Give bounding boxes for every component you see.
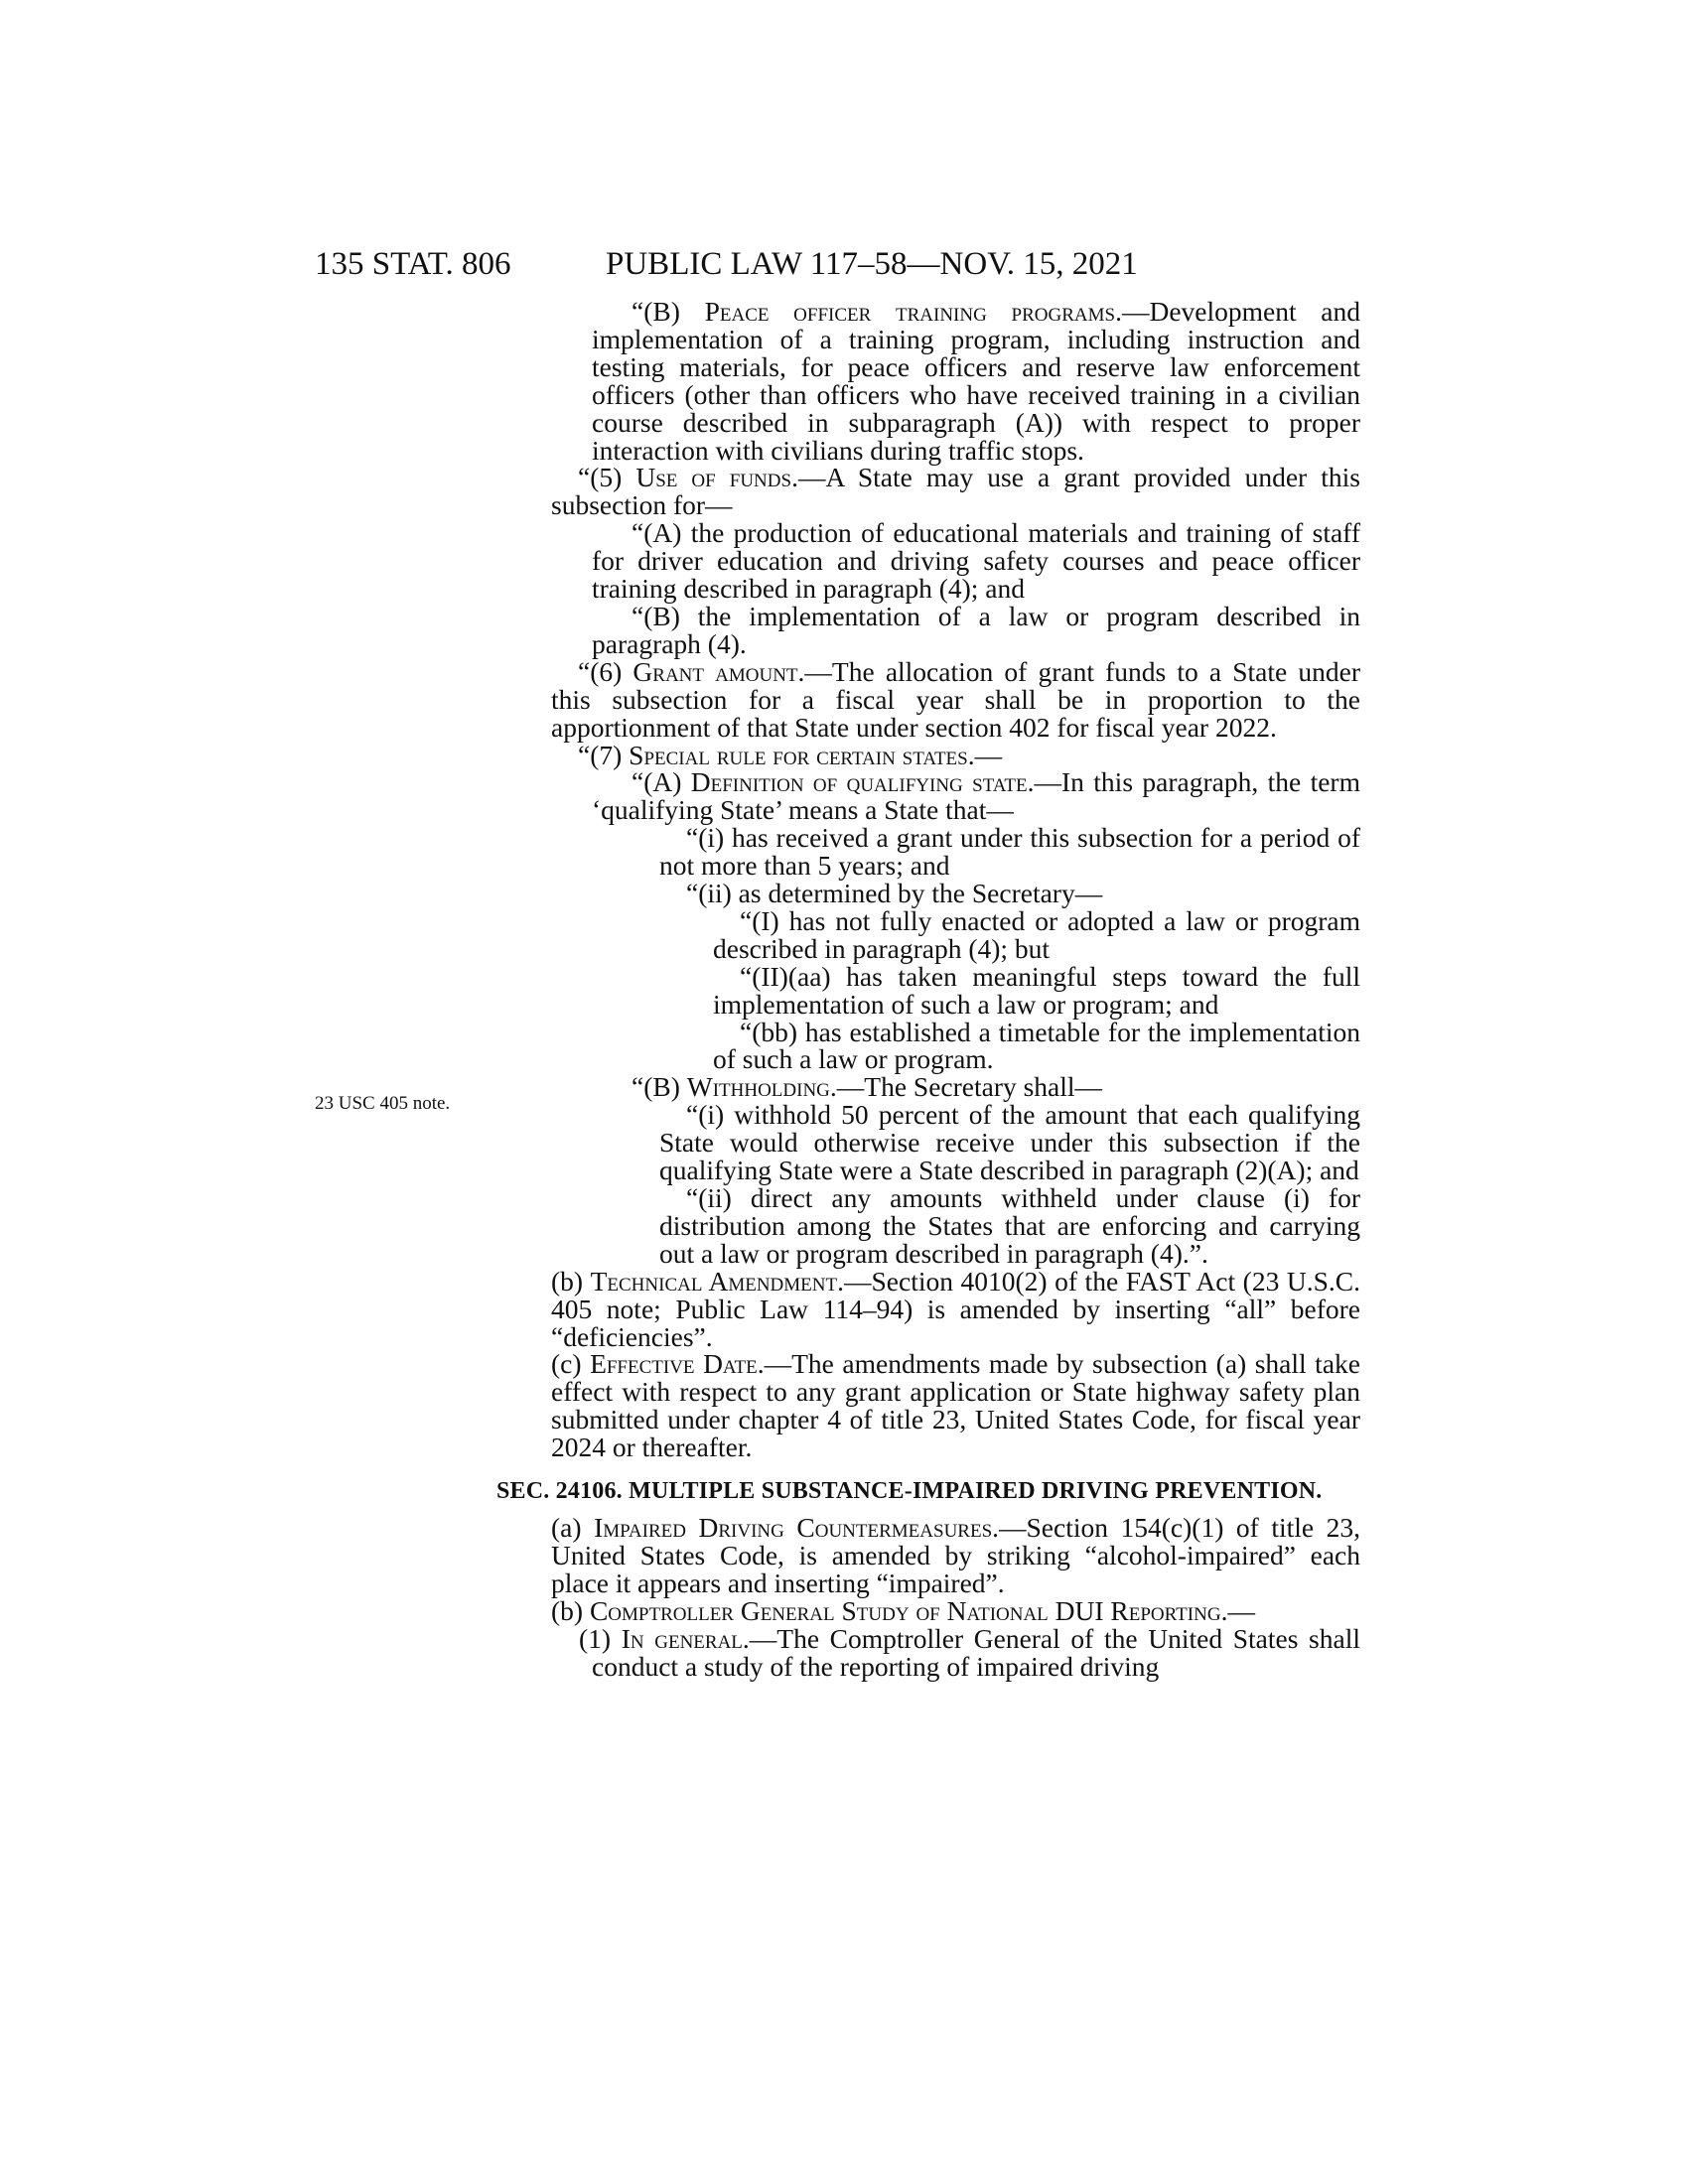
p-text: .—In this paragraph, the term ‘qualifying State’ means a State that— <box>592 766 1360 826</box>
p-text: (b) <box>551 1265 591 1297</box>
paragraph-5 <box>551 464 1360 519</box>
p-caption: In general <box>621 1622 743 1654</box>
p-text: “(bb) has established a timetable for the implementation of such a law or program. <box>713 1016 1360 1075</box>
p-text: “(II)(aa) has taken meaningful steps toward the full implementation of such a law or program; and <box>713 960 1360 1020</box>
p-text: “(ii) as determined by the Secretary— <box>686 878 1103 909</box>
p-text: .—Section 154(c)(1) of title 23, United States Code, is amended by striking “alcohol-impaired” each place it appears and inserting “impaired”. <box>551 1511 1360 1598</box>
p-text: “(6) <box>578 655 633 687</box>
p-text: “(I) has not fully enacted or adopted a law or program described in paragraph (4); but <box>713 904 1360 964</box>
p-text: .—The Comptroller General of the United States shall conduct a study of the reporting of impaired driving <box>592 1622 1360 1682</box>
p-text: .— <box>967 739 1003 770</box>
p-caption: Use of funds <box>635 462 792 493</box>
p-caption: Peace officer training programs <box>704 296 1116 327</box>
paragraph-5a <box>551 519 1360 603</box>
p-text: “(ii) direct any amounts withheld under clause (i) for distribution among the States that are enforcing and carrying out a law or program described in paragraph (4).”. <box>659 1182 1360 1269</box>
p-text: (c) <box>551 1348 591 1380</box>
subsection-c-effective <box>551 1350 1360 1461</box>
p-text: .— <box>1220 1594 1255 1626</box>
p-text: “(i) withhold 50 percent of the amount that each qualifying State would otherwise receive under this subsection if the qualifying State were a State described in paragraph (2)(A); and <box>659 1099 1360 1186</box>
p-caption: Impaired Driving Countermeasures <box>594 1511 993 1543</box>
clause-7a-ii <box>551 880 1360 907</box>
paragraph-4b <box>551 298 1360 464</box>
paragraph-1-general <box>551 1622 1360 1682</box>
p-text: “(B) <box>632 1071 687 1103</box>
subclause-I <box>551 904 1360 964</box>
clause-7b-ii <box>551 1184 1360 1268</box>
paragraph-7b <box>551 1073 1360 1101</box>
clause-7b-i <box>551 1101 1360 1184</box>
p-text: “(i) has received a grant under this subsection for a period of not more than 5 years; and <box>659 822 1360 882</box>
p-caption: Special rule for certain states <box>629 739 968 770</box>
paragraph-7a <box>551 768 1360 824</box>
p-text: “(B) <box>632 296 705 327</box>
p-caption: Withholding <box>686 1071 830 1103</box>
p-text: .—The amendments made by subsection (a) shall take effect with respect to any grant application or State highway safety plan submitted under chapter 4 of title 23, United States Code, for fiscal year 2024 or thereafter. <box>551 1348 1360 1463</box>
p-text: (1) <box>579 1622 622 1654</box>
p-text: .—Section 4010(2) of the FAST Act (23 U.S.C. 405 note; Public Law 114–94) is amended by inserting “all” before “deficiencies”. <box>551 1265 1360 1352</box>
subclause-II-aa <box>551 960 1360 1020</box>
p-text: (a) <box>551 1511 595 1543</box>
p-text: .—The allocation of grant funds to a State under this subsection for a fiscal year shall be in proportion to the apportionment of that State under section 402 for fiscal year 2022. <box>551 655 1360 743</box>
p-text: .—A State may use a grant provided under this subsection for— <box>551 462 1360 521</box>
p-text: .—The Secretary shall— <box>829 1071 1103 1103</box>
p-text: “(A) <box>632 766 691 798</box>
p-caption: Definition of qualifying state <box>690 766 1028 798</box>
subsection-a-impaired <box>551 1511 1360 1598</box>
paragraph-6 <box>551 655 1360 743</box>
p-caption: Grant amount <box>633 655 798 687</box>
p-text: “(7) <box>578 739 630 770</box>
stat-reference: 135 STAT. 806 <box>315 246 511 282</box>
section-heading: SEC. 24106. MULTIPLE SUBSTANCE-IMPAIRED DRIVING PREVENTION. <box>496 1478 1323 1505</box>
p-caption: Comptroller General Study of National DUI Reporting <box>589 1594 1221 1626</box>
p-text: .—Development and implementation of a training program, including instruction and testing materials, for peace officers and reserve law enforcement officers (other than officers who have received training in a civilian course described in subparagraph (A)) with respect to proper interaction with civilians during traffic stops. <box>592 296 1361 466</box>
p-text: “(A) the production of educational materials and training of staff for driver education and driving safety courses and peace officer training described in paragraph (4); and <box>592 517 1360 605</box>
paragraph-5b <box>551 600 1360 659</box>
public-law-reference: PUBLIC LAW 117–58—NOV. 15, 2021 <box>606 246 1138 282</box>
clause-7a-i <box>551 824 1360 880</box>
p-caption: Effective Date <box>590 1348 758 1380</box>
p-text: “(5) <box>578 462 636 493</box>
subsection-b-technical <box>551 1265 1360 1352</box>
page-header <box>0 246 1688 286</box>
p-text: “(B) the implementation of a law or program described in paragraph (4). <box>592 600 1360 659</box>
p-caption: Technical Amendment <box>590 1265 838 1297</box>
p-text: (b) <box>551 1594 590 1626</box>
subclause-II-bb <box>551 1016 1360 1075</box>
subsection-b-comptroller <box>551 1594 1360 1626</box>
margin-note: 23 USC 405 note. <box>315 1093 451 1114</box>
paragraph-7 <box>551 739 1360 770</box>
statute-body <box>496 296 1361 1682</box>
